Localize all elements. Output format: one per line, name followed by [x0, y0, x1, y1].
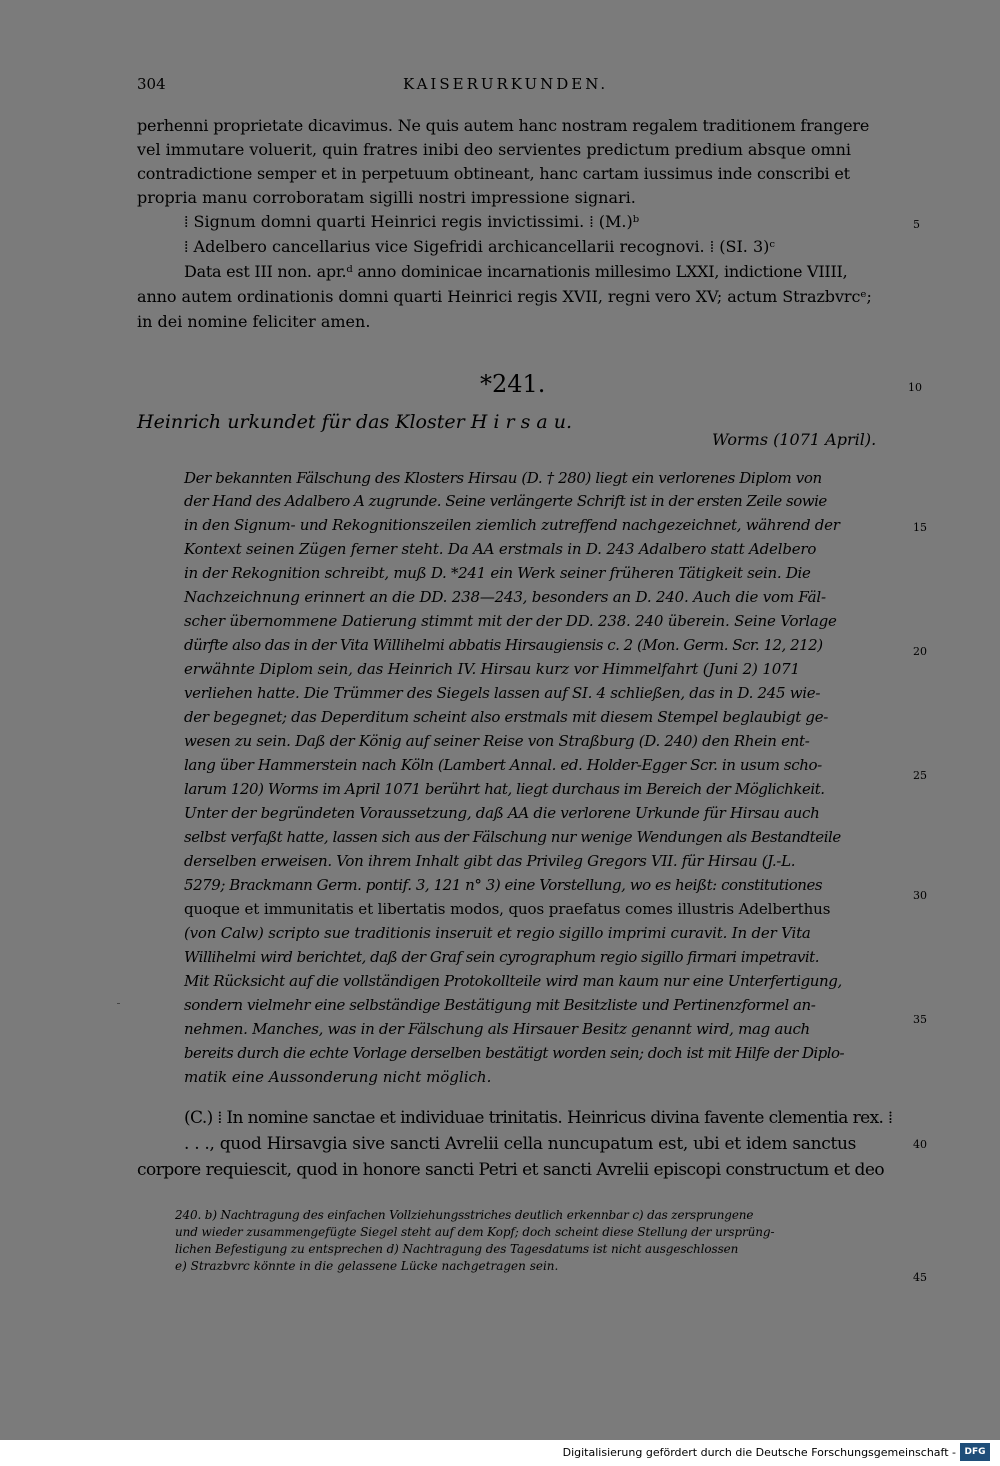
text-line: Data est III non. apr.ᵈ anno dominicae incarnationis millesimo LXXI, indictione VIIII,: [184, 262, 848, 281]
commentary-line: matik eine Aussonderung nicht möglich.: [184, 1068, 492, 1086]
commentary-line: Willihelmi wird berichtet, daß der Graf sein cyrographum regio sigillo firmari impetravit.: [184, 948, 819, 966]
commentary-line: selbst verfaßt hatte, lassen sich aus der Fälschung nur wenige Wendungen als Bestandteile: [184, 828, 841, 846]
line-number: 10: [908, 381, 922, 394]
running-title: KAISERURKUNDEN.: [403, 75, 609, 93]
commentary-line: Unter der begründeten Voraussetzung, daß AA die verlorene Urkunde für Hirsau auch: [184, 804, 820, 822]
commentary-line: Mit Rücksicht auf die vollständigen Protokollteile wird man kaum nur eine Unterfertigung,: [184, 972, 842, 990]
commentary-line: Der bekannten Fälschung des Klosters Hirsau (D. † 280) liegt ein verlorenes Diplom von: [184, 469, 822, 487]
recognition-line: ⁞ Adelbero cancellarius vice Sigefridi archicancellarii recognovi. ⁞ (SI. 3)ᶜ: [184, 237, 775, 256]
scan-speck: [117, 1003, 120, 1004]
commentary-line: Kontext seinen Zügen ferner steht. Da AA erstmals in D. 243 Adalbero statt Adelbero: [184, 540, 817, 558]
commentary-line: 5279; Brackmann Germ. pontif. 3, 121 n° 3) eine Vorstellung, wo es heißt: constitutiones: [184, 876, 823, 894]
text-line: perhenni proprietate dicavimus. Ne quis autem hanc nostram regalem traditionem frangere: [137, 116, 870, 135]
text-line: anno autem ordinationis domni quarti Heinrici regis XVII, regni vero XV; actum Strazbvrcᵉ;: [137, 287, 872, 306]
footnote-line: e) Strazbvrc könnte in die gelassene Lücke nachgetragen sein.: [175, 1259, 559, 1273]
place-date: Worms (1071 April).: [712, 430, 877, 449]
footnote-line: lichen Befestigung zu entsprechen d) Nachtragung des Tagesdatums ist nicht ausgeschlossen: [175, 1242, 739, 1256]
line-number: 15: [913, 521, 927, 534]
line-number: 5: [913, 218, 920, 231]
commentary-line: nehmen. Manches, was in der Fälschung als Hirsauer Besitz genannt wird, mag auch: [184, 1020, 810, 1038]
commentary-line: wesen zu sein. Daß der König auf seiner Reise von Straßburg (D. 240) den Rhein ent-: [184, 732, 810, 750]
text-line: vel immutare voluerit, quin fratres inibi deo servientes predictum predium absque omni: [137, 140, 852, 159]
line-number: 20: [913, 645, 927, 658]
line-number: 40: [913, 1138, 927, 1151]
commentary-line: lang über Hammerstein nach Köln (Lambert Annal. ed. Holder-Egger Scr. in usum scho-: [184, 756, 822, 774]
commentary-line: Nachzeichnung erinnert an die DD. 238—243, besonders an D. 240. Auch die vom Fäl-: [184, 588, 826, 606]
commentary-line: verliehen hatte. Die Trümmer des Siegels lassen auf SI. 4 schließen, das in D. 245 wie-: [184, 684, 821, 702]
commentary-line: bereits durch die echte Vorlage derselben bestätigt worden sein; doch ist mit Hilfe der Diplo-: [184, 1044, 844, 1062]
charter-line: corpore requiescit, quod in honore sancti Petri et sancti Avrelii episcopi constructum et deo: [137, 1160, 885, 1180]
dfg-logo[interactable]: DFG: [960, 1443, 990, 1461]
document-number: *241.: [480, 370, 546, 398]
commentary-line: sondern vielmehr eine selbständige Bestätigung mit Besitzliste und Pertinenzformel an-: [184, 996, 816, 1014]
commentary-line: in den Signum- und Rekognitionszeilen ziemlich zutreffend nachgezeichnet, während der: [184, 516, 840, 534]
line-number: 25: [913, 769, 927, 782]
footer-bar: [0, 1440, 1000, 1466]
text-line: propria manu corroboratam sigilli nostri impressione signari.: [137, 188, 636, 207]
commentary-line: larum 120) Worms im April 1071 berührt hat, liegt durchaus im Bereich der Möglichkeit.: [184, 780, 825, 798]
commentary-line: der Hand des Adalbero A zugrunde. Seine verlängerte Schrift ist in der ersten Zeile sowie: [184, 492, 827, 510]
page-number: 304: [137, 75, 166, 93]
charter-line: . . ., quod Hirsavgia sive sancti Avrelii cella nuncupatum est, ubi et idem sanctus: [184, 1134, 857, 1154]
line-number: 30: [913, 889, 927, 902]
text-line: contradictione semper et in perpetuum obtineant, hanc cartam iussimus inde conscribi et: [137, 164, 850, 183]
commentary-line: scher übernommene Datierung stimmt mit der der DD. 238. 240 überein. Seine Vorlage: [184, 612, 837, 630]
commentary-line: in der Rekognition schreibt, muß D. *241 ein Werk seiner früheren Tätigkeit sein. Die: [184, 564, 811, 582]
footnote-line: und wieder zusammengefügte Siegel steht auf dem Kopf; doch scheint diese Stellung der ursprüng-: [175, 1225, 775, 1239]
commentary-line: quoque et immunitatis et libertatis modos, quos praefatus comes illustris Adelberthus: [184, 900, 831, 918]
commentary-line: (von Calw) scripto sue traditionis inseruit et regio sigillo imprimi curavit. In der Vita: [184, 924, 811, 942]
line-number: 45: [913, 1271, 927, 1284]
charter-line: (C.) ⁞ In nomine sanctae et individuae trinitatis. Heinricus divina favente clementia rex. ⁞: [184, 1108, 893, 1128]
commentary-line: derselben erweisen. Von ihrem Inhalt gibt das Privileg Gregors VII. für Hirsau (J.-L.: [184, 852, 796, 870]
funding-credit: Digitalisierung gefördert durch die Deutsche Forschungsgemeinschaft -: [562, 1446, 956, 1459]
line-number: 35: [913, 1013, 927, 1026]
commentary-line: dürfte also das in der Vita Willihelmi abbatis Hirsaugiensis c. 2 (Mon. Germ. Scr. 12, 212): [184, 636, 823, 654]
text-line: in dei nomine feliciter amen.: [137, 312, 371, 331]
document-title: Heinrich urkundet für das Kloster H i r s a u.: [137, 411, 573, 433]
commentary-line: der begegnet; das Deperditum scheint also erstmals mit diesem Stempel beglaubigt ge-: [184, 708, 829, 726]
commentary-line: erwähnte Diplom sein, das Heinrich IV. Hirsau kurz vor Himmelfahrt (Juni 2) 1071: [184, 660, 800, 678]
signum-line: ⁞ Signum domni quarti Heinrici regis invictissimi. ⁞ (M.)ᵇ: [184, 212, 640, 231]
footnote-line: 240. b) Nachtragung des einfachen Vollziehungsstriches deutlich erkennbar c) das zersprungene: [175, 1208, 754, 1222]
